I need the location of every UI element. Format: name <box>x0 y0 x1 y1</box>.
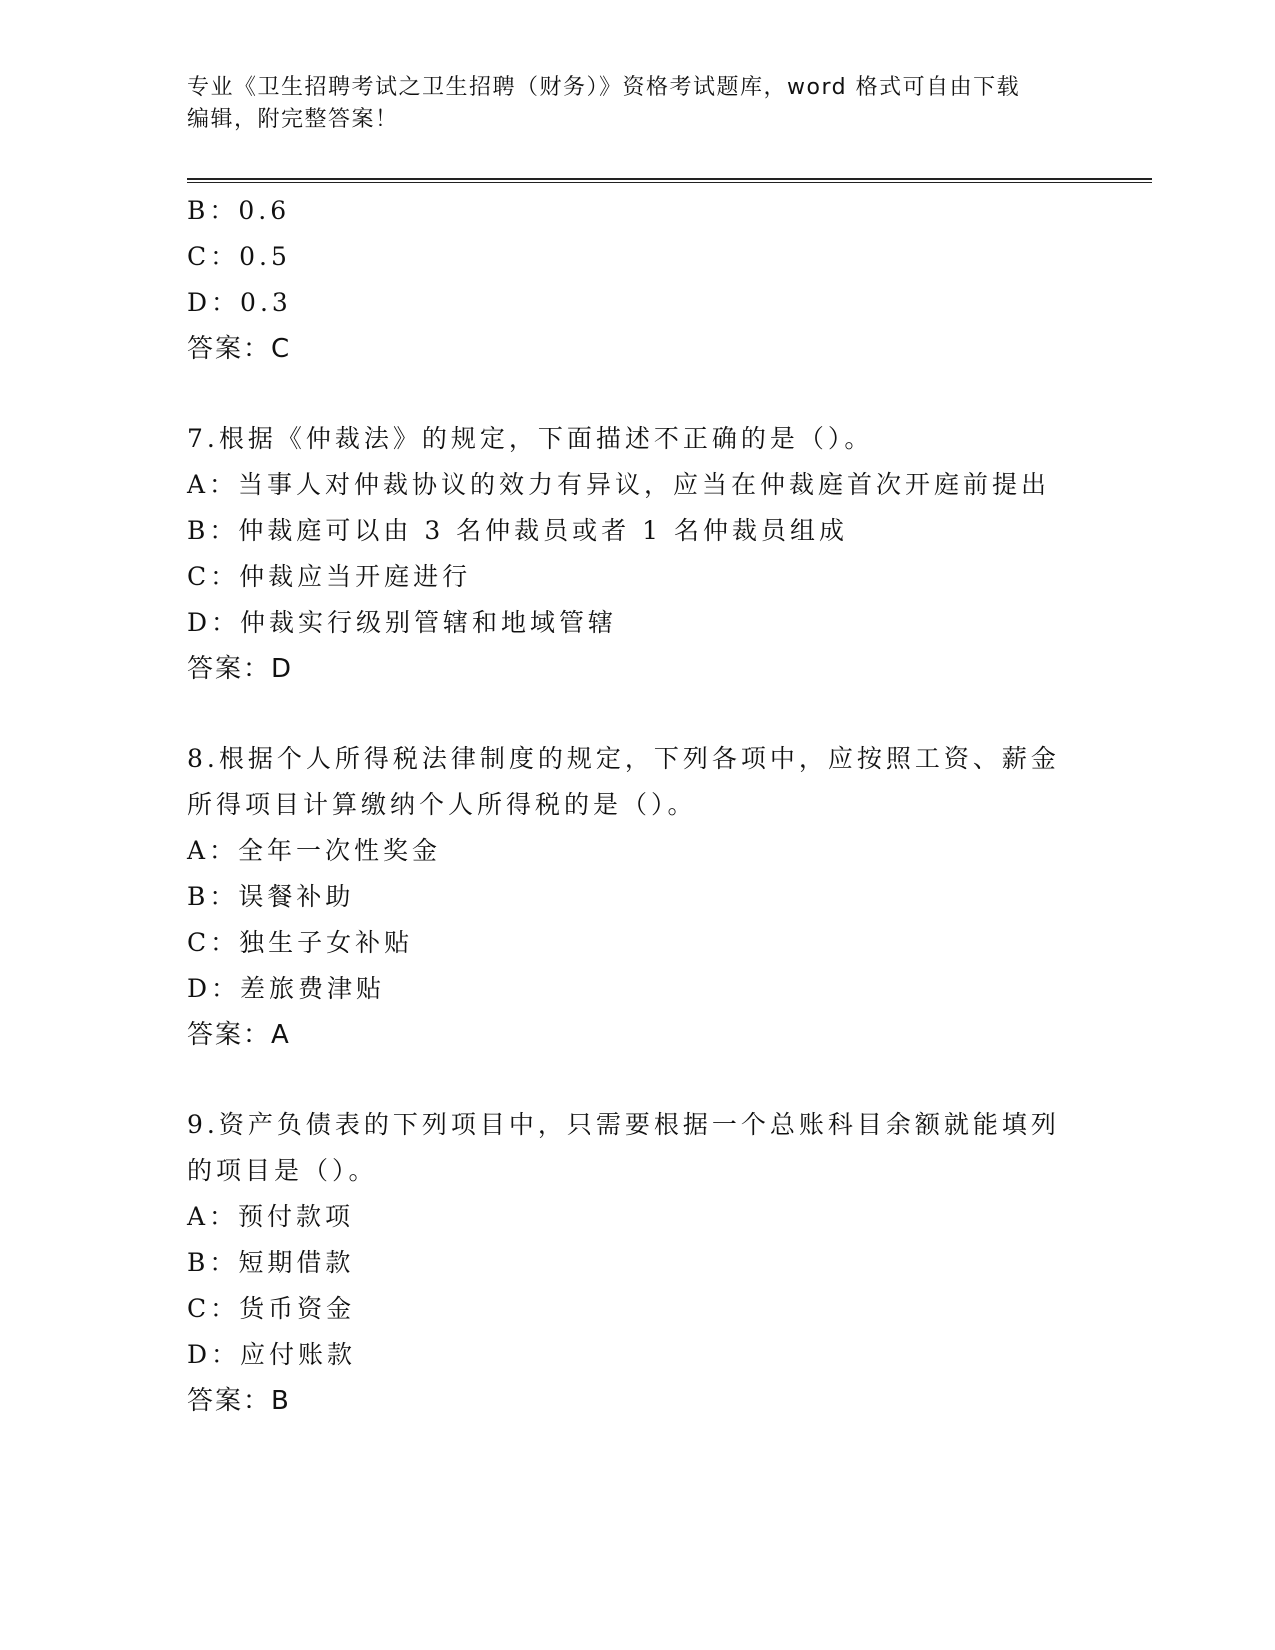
answer-label: 答案：A <box>187 1020 291 1050</box>
option-d: D：差旅费津贴 <box>187 974 386 1003</box>
question-text-line-1: 8.根据个人所得税法律制度的规定，下列各项中，应按照工资、薪金 <box>187 744 1060 773</box>
option-d: D：应付账款 <box>187 1340 357 1369</box>
answer-label: 答案：C <box>187 334 292 364</box>
spacer <box>187 1058 1087 1102</box>
header-rule-thin <box>187 182 1152 183</box>
question-text-line-2: 所得项目计算缴纳个人所得税的是（）。 <box>187 790 697 819</box>
option-c: C：0.5 <box>187 242 291 271</box>
option-b: B：仲裁庭可以由 3 名仲裁员或者 1 名仲裁员组成 <box>187 516 848 545</box>
spacer <box>187 372 1087 416</box>
question-8-block <box>187 736 1087 1058</box>
answer-label: 答案：D <box>187 654 294 684</box>
question-text-line-1: 9.资产负债表的下列项目中，只需要根据一个总账科目余额就能填列 <box>187 1110 1060 1139</box>
document-header <box>187 72 1067 136</box>
option-b: B：0.6 <box>187 196 291 225</box>
spacer <box>187 692 1087 736</box>
option-c: C：仲裁应当开庭进行 <box>187 562 472 591</box>
header-rule-thick <box>187 178 1152 180</box>
answer-label: 答案：B <box>187 1386 291 1416</box>
question-text: 7.根据《仲裁法》的规定，下面描述不正确的是（）。 <box>187 424 874 453</box>
option-b: B：短期借款 <box>187 1248 355 1277</box>
question-6-block <box>187 188 1087 372</box>
header-line-2: 编辑，附完整答案！ <box>187 107 399 132</box>
option-c: C：货币资金 <box>187 1294 356 1323</box>
option-d: D：0.3 <box>187 288 292 317</box>
option-a: A：当事人对仲裁协议的效力有异议，应当在仲裁庭首次开庭前提出 <box>187 470 1051 499</box>
option-d: D：仲裁实行级别管辖和地域管辖 <box>187 608 618 637</box>
header-line-1: 专业《卫生招聘考试之卫生招聘（财务）》资格考试题库，word 格式可自由下载 <box>187 75 1021 100</box>
option-a: A：全年一次性奖金 <box>187 836 442 865</box>
question-content <box>187 188 1087 1424</box>
option-b: B：误餐补助 <box>187 882 355 911</box>
question-7-block <box>187 416 1087 692</box>
question-9-block <box>187 1102 1087 1424</box>
option-c: C：独生子女补贴 <box>187 928 414 957</box>
option-a: A：预付款项 <box>187 1202 355 1231</box>
question-text-line-2: 的项目是（）。 <box>187 1156 378 1185</box>
